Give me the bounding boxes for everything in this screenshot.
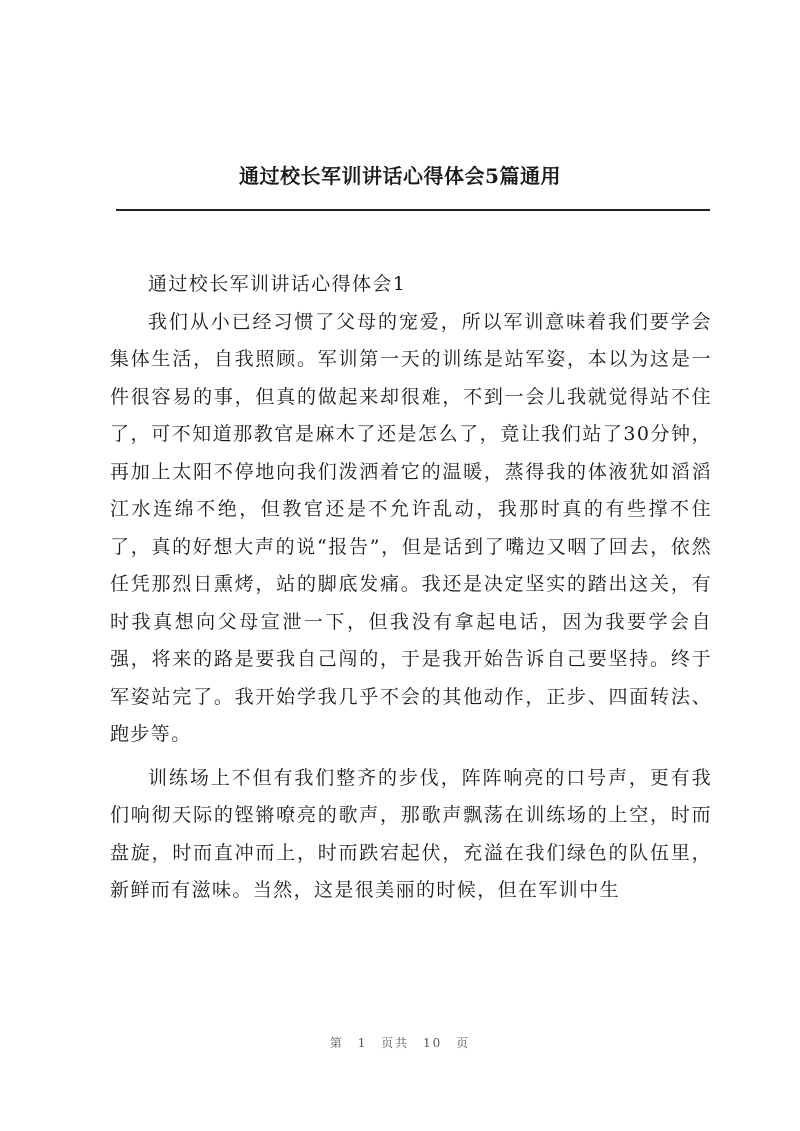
page-number-footer: 第 1 页共 10 页 xyxy=(329,1036,471,1050)
document-body xyxy=(110,266,712,910)
body-paragraph: 训练场上不但有我们整齐的步伐，阵阵响亮的口号声，更有我们响彻天际的铿锵嘹亮的歌声，那歌声飘荡在训练场的上空，时而盘旋，时而直冲而上，时而跌宕起伏，充溢在我们绿色的队伍里，新鲜而有滋味。当然，这是很美丽的时候，但在军训中生 xyxy=(110,766,712,901)
title-divider xyxy=(116,209,710,211)
body-paragraph: 我们从小已经习惯了父母的宠爱，所以军训意味着我们要学会集体生活，自我照顾。军训第一天的训练是站军姿，本以为这是一件很容易的事，但真的做起来却很难，不到一会儿我就觉得站不住了，可不知道那教官是麻木了还是怎么了，竟让我们站了30分钟，再加上太阳不停地向我们泼洒着它的温暖，蒸得我的体液犹如滔滔江水连绵不绝，但教官还是不允许乱动，我那时真的有些撑不住了，真的好想大声的说“报告”，但是话到了嘴边又咽了回去，依然任凭那烈日熏烤，站的脚底发痛。我还是决定坚实的踏出这关，有时我真想向父母宣泄一下，但我没有拿起电话，因为我要学会自强，将来的路是要我自己闯的，于是我开始告诉自己要坚持。终于军姿站完了。我开始学我几乎不会的其他动作，正步、四面转法、跑步等。 xyxy=(110,310,712,745)
page-title: 通过校长军训讲话心得体会5篇通用 xyxy=(239,164,561,188)
section-heading: 通过校长军训讲话心得体会1 xyxy=(148,273,407,295)
